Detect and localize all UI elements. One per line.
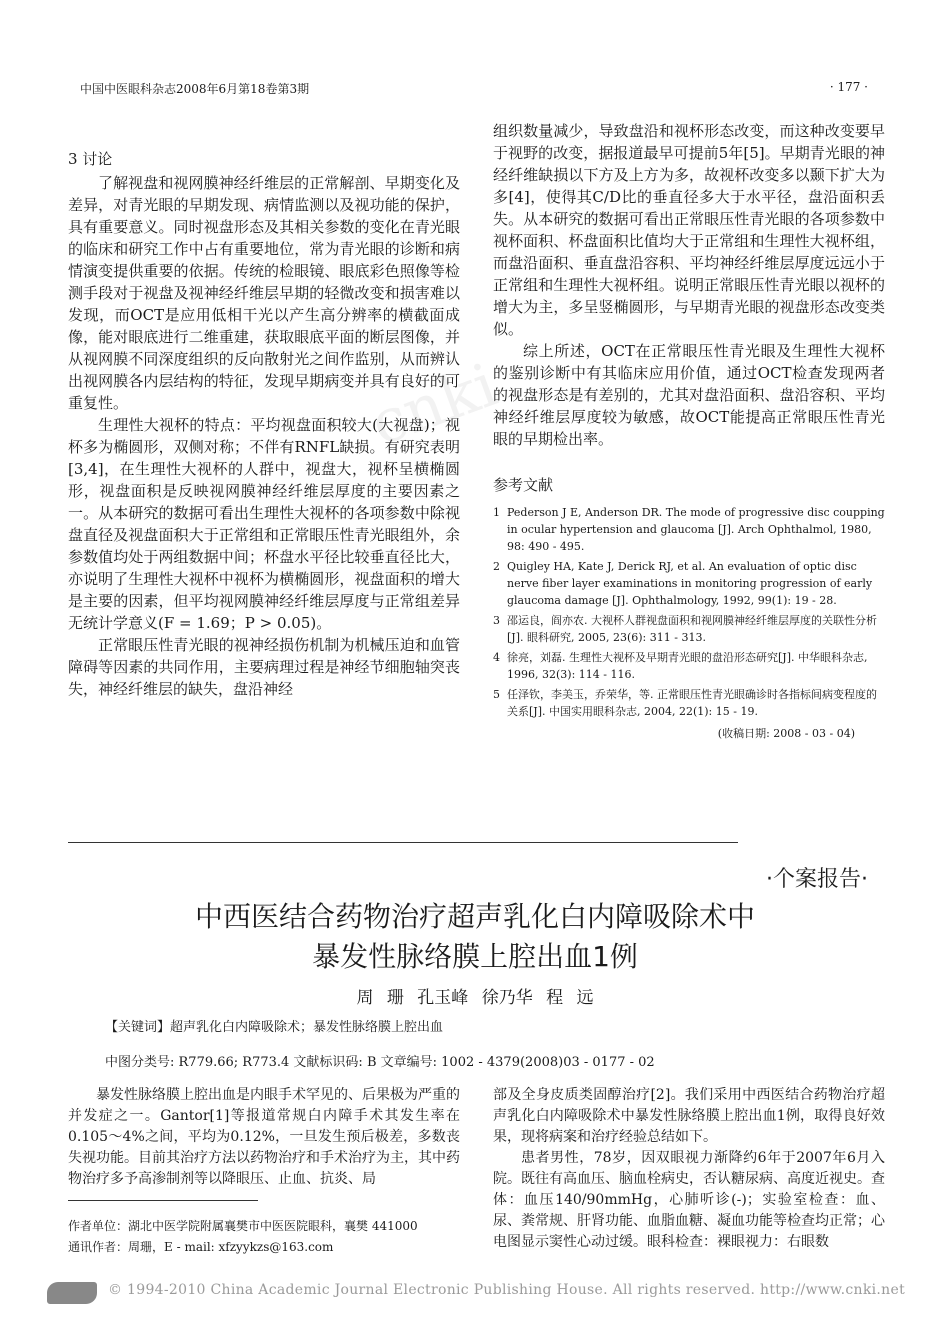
authors: 周 珊 孔玉峰 徐乃华 程 远	[356, 988, 594, 1008]
copyright-footer: © 1994-2010 China Academic Journal Electronic Publishing House. All rights reserved. http://www.cnki.net	[108, 1282, 906, 1298]
discussion-paragraph-3: 正常眼压性青光眼的视神经损伤机制为机械压迫和血管障碍等因素的共同作用，主要病理过程是神经节细胞轴突丧失，神经纤维层的缺失，盘沿神经	[68, 636, 460, 698]
discussion-heading: 3 讨论	[68, 150, 113, 168]
footnote-rule	[68, 1200, 258, 1201]
reference-item: 2 Quigley HA, Kate J, Derick RJ, et al. An evaluation of optic disc nerve fiber layer examinations in monitoring progression of early glaucoma damage [J]. Ophthalmology, 1992, 99(1): 19 - 28.	[493, 560, 873, 607]
author-affiliation: 作者单位：湖北中医学院附属襄樊市中医医院眼科，襄樊 441000	[68, 1219, 418, 1233]
watermark: cnki	[361, 350, 506, 460]
reference-item: 4 徐亮，刘磊. 生理性大视杯及早期青光眼的盘沿形态研究[J]. 中华眼科杂志, 1996, 32(3): 114 - 116.	[493, 651, 868, 681]
case-intro-continuation: 部及全身皮质类固醇治疗[2]。我们采用中西医结合药物治疗超声乳化白内障吸除术中暴发性脉络膜上腔出血1例，取得良好效果，现将病案和治疗经验总结如下。	[493, 1087, 885, 1145]
corresponding-author: 通讯作者：周珊，E - mail: xfzyykzs@163.com	[68, 1240, 334, 1254]
references-list	[493, 504, 885, 720]
reference-item: 5 任泽钦，李美玉，乔荣华，等. 正常眼压性青光眼确诊时各指标间病变程度的关系[J]. 中国实用眼科杂志, 2004, 22(1): 15 - 19.	[493, 688, 877, 718]
reference-item: 3 邵运良，阎亦农. 大视杯人群视盘面积和视网膜神经纤维层厚度的关联性分析[J]. 眼科研究, 2005, 23(6): 311 - 313.	[493, 614, 877, 644]
page-number: · 177 ·	[829, 80, 868, 94]
article-title-line-2: 暴发性脉络膜上腔出血1例	[312, 940, 638, 973]
reference-item: 1 Pederson J E, Anderson DR. The mode of progressive disc coupping in ocular hypertension and glaucoma [J]. Arch Ophthalmol, 1980, 98: 490 - 495.	[493, 506, 885, 553]
case-left-column	[68, 1085, 460, 1190]
article-title	[0, 897, 950, 977]
publisher-logo-icon	[47, 1282, 97, 1304]
case-history-paragraph: 患者男性，78岁，因双眼视力渐降约6年于2007年6月入院。既往有高血压、脑血栓病史，否认糖尿病、高度近视史。查体：血压140/90mmHg，心肺听诊(-)；实验室检查：血、尿、粪常规、肝肾功能、血脂血糖、凝血功能等检查均正常；心电图显示窦性心动过缓。眼科检查：裸眼视力：右眼数	[493, 1150, 885, 1250]
article-title-line-1: 中西医结合药物治疗超声乳化白内障吸除术中	[194, 900, 755, 933]
discussion-conclusion: 综上所述，OCT在正常眼压性青光眼及生理性大视杯的鉴别诊断中有其临床应用价值，通过OCT检查发现两者的视盘形态是有差别的，尤其对盘沿面积、盘沿容积、平均神经纤维层厚度较为敏感，故OCT能提高正常眼压性青光眼的早期检出率。	[493, 342, 885, 448]
discussion-continuation: 组织数量减少，导致盘沿和视杯形态改变，而这种改变要早于视野的改变，据报道最早可提前5年[5]。早期青光眼的神经纤维缺损以下方及上方为多，故视杯改变多以颞下扩大为多[4]，使得其C/D比的垂直径多大于水平径，盘沿面积丢失。从本研究的数据可看出正常眼压性青光眼的各项参数中视杯面积、杯盘面积比值均大于正常组和生理性大视杯组，而盘沿面积、垂直盘沿容积、平均神经纤维层厚度远远小于正常组和生理性大视杯组。说明正常眼压性青光眼以视杯的增大为主，多呈竖椭圆形，与早期青光眼的视盘形态改变类似。	[493, 122, 885, 338]
references-title: 参考文献	[493, 476, 554, 494]
discussion-left-column	[68, 148, 460, 700]
keywords: 【关键词】超声乳化白内障吸除术；暴发性脉络膜上腔出血	[105, 1020, 444, 1035]
section-divider	[68, 842, 738, 843]
classification-line: 中图分类号: R779.66; R773.4 文献标识码: B 文章编号: 1002 - 4379(2008)03 - 0177 - 02	[105, 1055, 655, 1070]
discussion-paragraph-2: 生理性大视杯的特点：平均视盘面积较大(大视盘)；视杯多为椭圆形，双侧对称；不伴有RNFL缺损。有研究表明[3,4]，在生理性大视杯的人群中，视盘大，视杯呈横椭圆形，视盘面积是反映视网膜神经纤维层厚度的主要因素之一。从本研究的数据可看出生理性大视杯的各项参数中除视盘直径及视盘面积大于正常组和正常眼压性青光眼组外，余参数值均处于两组数据中间；杯盘水平径比较垂直径比大，亦说明了生理性大视杯中视杯为横椭圆形，视盘面积的增大是主要的因素，但平均视网膜神经纤维层厚度与正常组差异无统计学意义(F = 1.69；P > 0.05)。	[68, 416, 460, 632]
discussion-paragraph-1: 了解视盘和视网膜神经纤维层的正常解剖、早期变化及差异，对青光眼的早期发现、病情监测以及视功能的保护，具有重要意义。同时视盘形态及其相关参数的变化在青光眼的临床和研究工作中占有重要地位，常为青光眼的诊断和病情演变提供重要的依据。传统的检眼镜、眼底彩色照像等检测手段对于视盘及视神经纤维层早期的轻微改变和损害难以发现，而OCT是应用低相干光以产生高分辨率的横截面成像，能对眼底进行二维重建，获取眼底平面的断层图像，并从视网膜不同深度组织的反向散射光之间作监别，从而辨认出视网膜各内层结构的特征，发现早期病变并具有良好的可重复性。	[68, 174, 460, 412]
case-intro-paragraph: 暴发性脉络膜上腔出血是内眼手术罕见的、后果极为严重的并发症之一。Gantor[1]等报道常规白内障手术其发生率在0.105～4%之间，平均为0.12%，一旦发生预后极差，多数丧失视功能。目前其治疗方法以药物治疗和手术治疗为主，其中药物治疗多予高渗制剂等以降眼压、止血、抗炎、局	[68, 1087, 460, 1187]
received-date: (收稿日期: 2008 - 03 - 04)	[717, 727, 855, 740]
case-right-column	[493, 1085, 885, 1253]
section-tag: ·个案报告·	[766, 867, 868, 892]
discussion-right-column	[493, 120, 885, 745]
journal-header: 中国中医眼科杂志2008年6月第18卷第3期	[80, 82, 310, 96]
